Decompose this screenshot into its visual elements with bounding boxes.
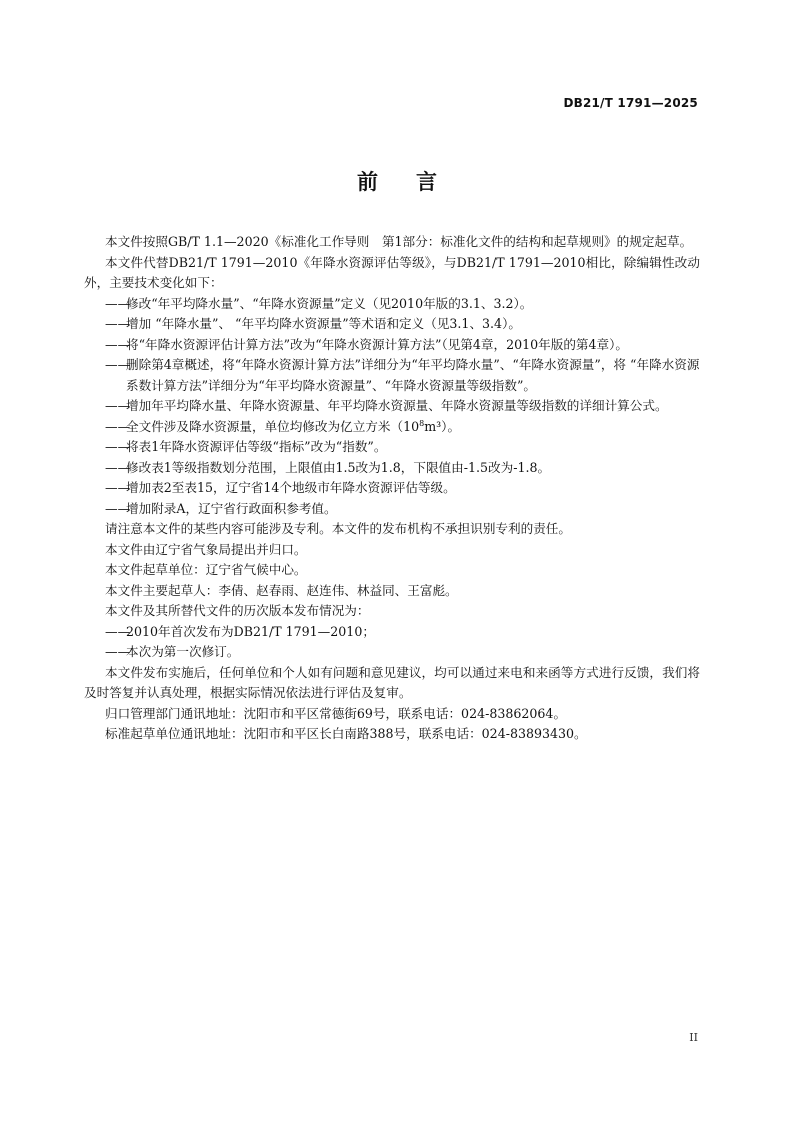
change-item: —— 将表1年降水资源评估等级“指标”改为“指数”。 (84, 437, 700, 458)
change-item: —— 增加年平均降水量、年降水资源量、年平均降水资源量、年降水资源量等级指数的详细计算公式。 (84, 396, 700, 417)
change-item: —— 修改表1等级指数划分范围，上限值由1.5改为1.8，下限值由-1.5改为-1.8。 (84, 458, 700, 479)
dash-mark: —— (105, 480, 131, 495)
paragraph-authority-address: 归口管理部门通讯地址：沈阳市和平区常德街69号，联系电话：024-83862064。 (105, 705, 567, 721)
dash-mark: —— (105, 398, 131, 413)
page-title: 前言 (357, 170, 475, 194)
dash-mark: —— (105, 316, 131, 331)
change-item: —— 增加 “年降水量”、 “年平均降水资源量”等术语和定义（见3.1、3.4）。 (84, 314, 700, 335)
paragraph-drafters: 本文件主要起草人：李倩、赵春雨、赵连伟、林益同、王富彪。 (105, 582, 458, 598)
document-number: DB21/T 1791—2025 (563, 96, 698, 110)
dash-mark: —— (105, 500, 131, 516)
dash-mark: —— (105, 418, 131, 434)
paragraph-patent: 请注意本文件的某些内容可能涉及专利。本文件的发布机构不承担识别专利的责任。 (105, 521, 571, 536)
change-item: —— 将“年降水资源评估计算方法”改为“年降水资源计算方法”（见第4章，2010年版的第4章）。 (84, 335, 700, 356)
change-item: —— 增加附录A，辽宁省行政面积参考值。 (84, 499, 700, 520)
paragraph-feedback: 本文件发布实施后，任何单位和个人如有问题和意见建议，均可以通过来电和来函等方式进行反馈，我们将及时答复并认真处理，根据实际情况依法进行评估及复审。 (84, 664, 700, 700)
change-item: —— 删除第4章概述，将“年降水资源计算方法”详细分为“年平均降水量”、“年降水资源量”，将 “年降水资源系数计算方法”详细分为“年平均降水资源量”、“年降水资源量等级指数”。 (105, 357, 700, 393)
preface-body (84, 232, 700, 745)
dash-mark: —— (105, 295, 131, 311)
change-item: —— 修改“年平均降水量”、“年降水资源量”定义（见2010年版的3.1、3.2）。 (84, 294, 700, 315)
paragraph-drafting-rules: 本文件按照GB/T 1.1—2020《标准化工作导则 第1部分：标准化文件的结构和起草规则》的规定起草。 (105, 234, 693, 249)
dash-mark: —— (105, 623, 131, 639)
history-item: —— 本次为第一次修订。 (84, 642, 700, 663)
change-item: —— 全文件涉及降水资源量，单位均修改为亿立方米$(10^8m^3)$。 (84, 417, 700, 438)
paragraph-proposer: 本文件由辽宁省气象局提出并归口。 (105, 541, 307, 557)
paragraph-replacement: 本文件代替DB21/T 1791—2010《年降水资源评估等级》，与DB21/T 1791—2010相比，除编辑性改动外，主要技术变化如下： (84, 254, 700, 290)
dash-mark: —— (105, 644, 131, 659)
paragraph-history: 本文件及其所替代文件的历次版本发布情况为： (105, 603, 370, 618)
history-item: —— 2010年首次发布为DB21/T 1791—2010； (84, 622, 700, 643)
dash-mark: —— (105, 336, 131, 352)
paragraph-drafter-address: 标准起草单位通讯地址：沈阳市和平区长白南路388号，联系电话：024-83893430。 (105, 726, 587, 741)
dash-mark: —— (105, 439, 131, 454)
paragraph-drafting-unit: 本文件起草单位：辽宁省气候中心。 (105, 562, 307, 577)
page-number: II (689, 1031, 698, 1044)
dash-mark: —— (105, 459, 131, 475)
dash-mark: —— (105, 357, 131, 372)
change-item: —— 增加表2至表15，辽宁省14个地级市年降水资源评估等级。 (84, 478, 700, 499)
